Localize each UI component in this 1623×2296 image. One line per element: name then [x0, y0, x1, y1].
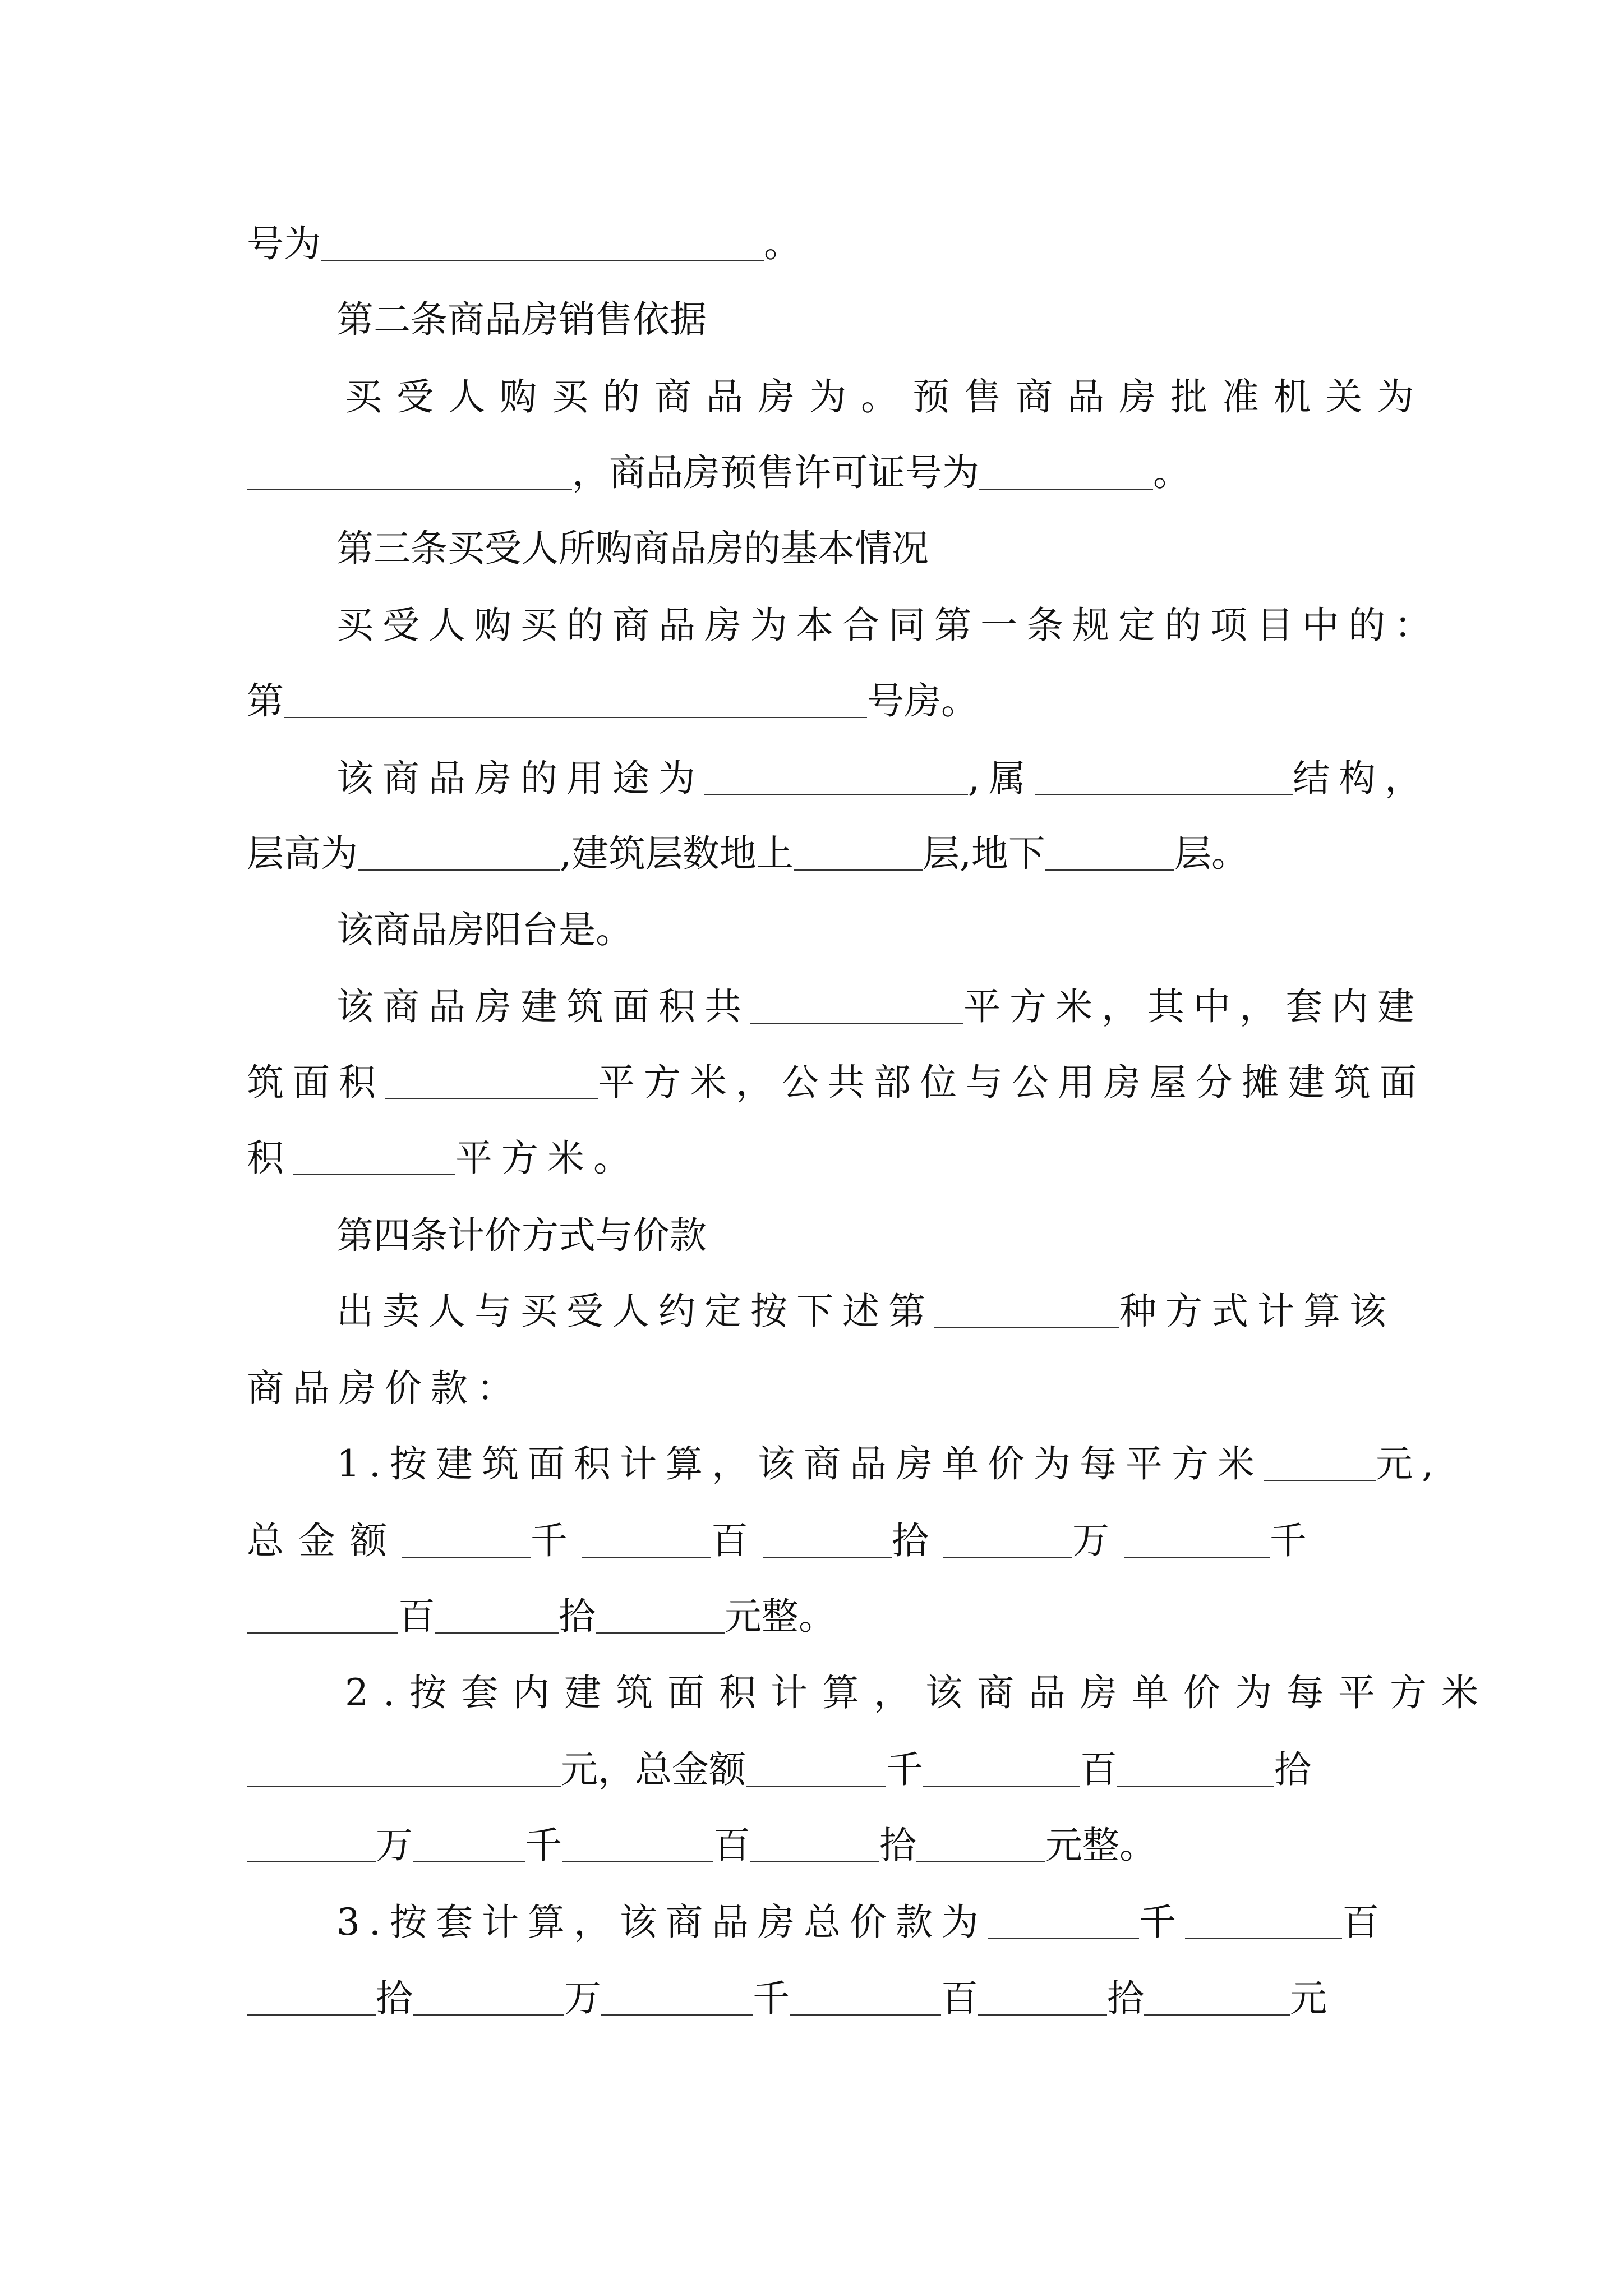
text-line — [345, 364, 1623, 431]
text-run: 第三条买受人所购商品房的基本情况 — [336, 527, 929, 570]
text-line — [247, 1355, 1623, 1422]
text-run: 百 — [941, 1977, 978, 2020]
text-line — [336, 745, 1623, 812]
text-run: 百 — [713, 1824, 750, 1867]
text-run: 。 — [764, 222, 801, 265]
text-run: 第四条计价方式与价款 — [336, 1214, 707, 1257]
blank-field[interactable] — [763, 1516, 892, 1558]
blank-field[interactable] — [247, 1974, 376, 2016]
text-run: 万 — [564, 1977, 601, 2020]
text-run: 百 — [1080, 1748, 1117, 1791]
text-line — [247, 439, 1623, 507]
text-line — [247, 1507, 1623, 1575]
blank-field[interactable] — [321, 219, 764, 261]
text-run: 平方米，公共部位与公用房屋分摊建筑面 — [598, 1061, 1426, 1104]
text-line — [247, 1812, 1623, 1879]
blank-field[interactable] — [704, 754, 968, 795]
blank-field[interactable] — [794, 829, 923, 871]
text-line — [336, 973, 1623, 1041]
blank-field[interactable] — [934, 1287, 1119, 1328]
blank-field[interactable] — [385, 1058, 598, 1099]
section-heading — [336, 286, 1623, 353]
blank-field[interactable] — [916, 1821, 1045, 1862]
text-run: 元，总金额 — [561, 1748, 746, 1791]
blank-field[interactable] — [247, 1745, 561, 1787]
text-line — [336, 1430, 1623, 1498]
blank-field[interactable] — [1185, 1898, 1342, 1939]
text-run: 第 — [247, 679, 284, 723]
text-run: 拾 — [879, 1824, 916, 1867]
blank-field[interactable] — [790, 1974, 941, 2016]
blank-field[interactable] — [247, 1592, 398, 1634]
blank-field[interactable] — [435, 1592, 559, 1634]
text-run: 第二条商品房销售依据 — [336, 298, 707, 341]
text-run: 拾 — [1274, 1748, 1311, 1791]
blank-field[interactable] — [750, 982, 963, 1024]
text-line — [247, 1965, 1623, 2032]
blank-field[interactable] — [979, 448, 1153, 490]
blank-field[interactable] — [1035, 754, 1293, 795]
text-run: 层,地下 — [922, 832, 1045, 875]
text-line — [247, 668, 1623, 735]
text-run: 元 — [1290, 1977, 1327, 2020]
blank-field[interactable] — [358, 829, 560, 871]
text-line — [336, 1889, 1623, 1956]
text-run: 万 — [1072, 1519, 1124, 1562]
text-line — [336, 896, 1623, 964]
text-run: 总金额 — [247, 1519, 402, 1562]
blank-field[interactable] — [1045, 829, 1174, 871]
blank-field[interactable] — [402, 1516, 531, 1558]
blank-field[interactable] — [562, 1821, 713, 1862]
text-run: 该商品房的用途为 — [336, 757, 704, 800]
text-line — [247, 210, 1623, 278]
text-run: 结构， — [1292, 757, 1431, 800]
text-run: 该商品房阳台是。 — [336, 908, 633, 951]
blank-field[interactable] — [247, 448, 572, 490]
text-run: 千 — [531, 1519, 582, 1562]
blank-field[interactable] — [413, 1974, 564, 2016]
text-line — [247, 1583, 1623, 1650]
blank-field[interactable] — [293, 1134, 455, 1175]
blank-field[interactable] — [988, 1898, 1139, 1939]
section-heading — [336, 1202, 1623, 1269]
text-run: 元整。 — [725, 1595, 836, 1638]
text-run: ,建筑层数地上 — [560, 832, 794, 875]
text-line — [247, 1736, 1623, 1803]
text-run: 平方米，其中，套内建 — [963, 985, 1423, 1028]
text-run: 积 — [247, 1137, 293, 1180]
section-heading — [336, 515, 1623, 582]
text-run: 拾 — [559, 1595, 596, 1638]
blank-field[interactable] — [943, 1516, 1072, 1558]
text-run: 出卖人与买受人约定按下述第 — [336, 1290, 934, 1333]
blank-field[interactable] — [247, 1821, 376, 1862]
text-run: 号为 — [247, 222, 321, 265]
blank-field[interactable] — [413, 1821, 525, 1862]
text-line — [336, 1278, 1623, 1345]
blank-field[interactable] — [596, 1592, 725, 1634]
text-run: 买受人购买的商品房为本合同第一条规定的项目中的： — [336, 604, 1440, 647]
text-run: 买受人购买的商品房为。预售商品房批准机关为 — [345, 375, 1428, 418]
blank-field[interactable] — [582, 1516, 711, 1558]
text-run: 拾 — [1107, 1977, 1144, 2020]
text-run: 元整。 — [1045, 1824, 1156, 1867]
text-run: 层。 — [1174, 832, 1248, 875]
blank-field[interactable] — [746, 1745, 886, 1787]
text-run: 拾 — [376, 1977, 413, 2020]
text-run: 千 — [1138, 1901, 1185, 1944]
text-run: 万 — [376, 1824, 413, 1867]
text-line — [247, 820, 1623, 887]
text-run: 3.按套计算，该商品房总价款为 — [336, 1901, 988, 1944]
text-run: 2.按套内建筑面积计算，该商品房单价为每平方米 — [345, 1671, 1493, 1714]
blank-field[interactable] — [1117, 1745, 1274, 1787]
text-run: 。 — [1153, 451, 1190, 494]
text-run: 该商品房建筑面积共 — [336, 985, 750, 1028]
blank-field[interactable] — [284, 677, 867, 718]
text-run: 百 — [711, 1519, 763, 1562]
text-run: 千 — [753, 1977, 790, 2020]
text-run: ,属 — [968, 757, 1035, 800]
text-run: 层高为 — [247, 832, 358, 875]
text-line — [345, 1659, 1623, 1727]
text-run: 商品房价款： — [247, 1366, 523, 1410]
blank-field[interactable] — [750, 1821, 879, 1862]
text-run: 筑面积 — [247, 1061, 385, 1104]
blank-field[interactable] — [601, 1974, 753, 2016]
text-run: 百 — [1341, 1901, 1388, 1944]
blank-field[interactable] — [1264, 1439, 1376, 1481]
text-run: 平方米。 — [455, 1137, 639, 1180]
text-run: 百 — [398, 1595, 435, 1638]
text-run: 1.按建筑面积计算，该商品房单价为每平方米 — [336, 1442, 1264, 1485]
text-run: 千 — [886, 1748, 923, 1791]
text-run: 元, — [1375, 1442, 1442, 1485]
text-run: 种方式计算该 — [1119, 1290, 1395, 1333]
blank-field[interactable] — [1124, 1516, 1270, 1558]
blank-field[interactable] — [1144, 1974, 1290, 2016]
blank-field[interactable] — [923, 1745, 1080, 1787]
text-run: 拾 — [892, 1519, 943, 1562]
text-run: ，商品房预售许可证号为 — [572, 451, 979, 494]
text-line — [336, 592, 1623, 659]
text-line — [247, 1049, 1623, 1116]
text-run: 千 — [525, 1824, 562, 1867]
text-run: 号房。 — [867, 679, 978, 723]
blank-field[interactable] — [978, 1974, 1107, 2016]
text-line — [247, 1125, 1623, 1192]
text-run: 千 — [1270, 1519, 1321, 1562]
